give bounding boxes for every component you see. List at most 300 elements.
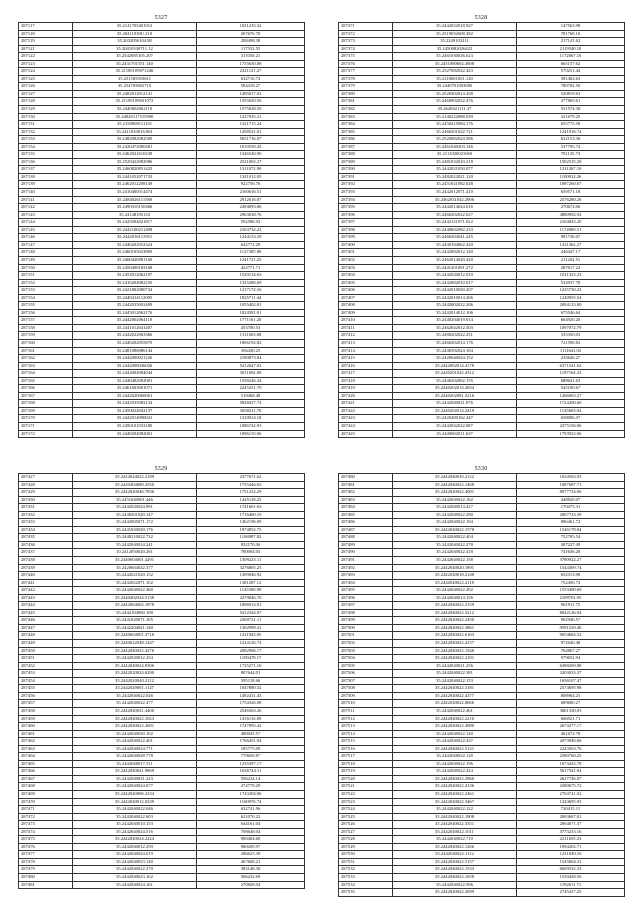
- table-cell: 35.2442040028.778: [73, 753, 197, 761]
- table-cell: 35.2442040012.0239: [73, 798, 197, 806]
- table-cell: 1311003.08: [197, 332, 305, 340]
- table-row: [19, 415, 305, 423]
- table-cell: 211202.51: [517, 256, 625, 264]
- table-cell: 287470: [19, 798, 73, 806]
- table-cell: 287144: [19, 219, 73, 227]
- table-cell: 287392: [339, 181, 393, 189]
- table-cell: 35.2442035082134: [73, 400, 197, 408]
- table-cell: 3780922.27: [517, 557, 625, 565]
- table-cell: 287485: [339, 511, 393, 519]
- table-cell: 35.2442040022.2960: [393, 775, 517, 783]
- table-cell: 35.2411810016.961: [73, 128, 197, 136]
- table-cell: 1793922.06: [517, 430, 625, 438]
- table-row: [339, 370, 625, 378]
- table-cell: 287499: [339, 617, 393, 625]
- table-cell: 287454: [19, 677, 73, 685]
- table-cell: 207676.70: [197, 30, 305, 38]
- table-cell: 287122: [19, 53, 73, 61]
- table-cell: 35.2442204021.140: [73, 624, 197, 632]
- table-row: [19, 249, 305, 257]
- table-cell: 1087260.67: [517, 181, 625, 189]
- table-cell: 217141.62: [517, 38, 625, 46]
- table-cell: 287128: [19, 98, 73, 106]
- table-cell: 287528: [339, 836, 393, 844]
- table-cell: 35.2442004002.1878: [73, 602, 197, 610]
- table-row: [339, 415, 625, 423]
- table-cell: 287397: [339, 219, 393, 227]
- table-row: [19, 489, 305, 497]
- table-cell: 287421: [339, 400, 393, 408]
- table-cell: 35.2440202014.2419: [393, 407, 517, 415]
- table-cell: 287405: [339, 279, 393, 287]
- table-cell: 808964.23: [517, 692, 625, 700]
- table-cell: 35.2460202022.027: [393, 211, 517, 219]
- table-cell: 35.2442040022.437: [393, 738, 517, 746]
- table-cell: 287463: [19, 745, 73, 753]
- table-cell: 287171: [19, 422, 73, 430]
- table-cell: 287508: [339, 685, 393, 693]
- table-row: [19, 557, 305, 565]
- table-cell: 2377671.62: [197, 474, 305, 482]
- table-cell: 287450: [19, 647, 73, 655]
- table-row: [19, 783, 305, 791]
- table-cell: 35.2442040022.3212: [393, 609, 517, 617]
- table-cell: 35.2430104062.420: [393, 241, 517, 249]
- table-cell: 287459: [19, 715, 73, 723]
- table-cell: 287434: [19, 526, 73, 534]
- table-cell: 1346540.90: [197, 151, 305, 159]
- table-row: [339, 647, 625, 655]
- table-cell: 287429: [19, 489, 73, 497]
- table-row: [19, 189, 305, 197]
- table-cell: 287382: [339, 106, 393, 114]
- table-cell: 35.2442022018.927: [393, 23, 517, 31]
- table-cell: 1771161.20: [197, 317, 305, 325]
- table-row: [339, 143, 625, 151]
- table-row: [19, 158, 305, 166]
- table-cell: 35.2442040022.278: [393, 541, 517, 549]
- table-cell: 1416116.89: [197, 715, 305, 723]
- table-cell: 287487: [339, 526, 393, 534]
- table-row: [339, 53, 625, 61]
- table-cell: 35.2442002022.206: [393, 302, 517, 310]
- table-cell: 422771.71: [197, 264, 305, 272]
- table-cell: 35.2460204041.245: [393, 234, 517, 242]
- table-cell: 1546178.04: [517, 526, 625, 534]
- table-cell: 551574.38: [517, 106, 625, 114]
- table-row: [19, 753, 305, 761]
- table-cell: 287430: [19, 496, 73, 504]
- table-cell: 1100012.26: [517, 173, 625, 181]
- table-row: [339, 173, 625, 181]
- table-cell: 2164843.20: [517, 219, 625, 227]
- table-cell: 287520: [339, 775, 393, 783]
- table-cell: 287371: [339, 23, 393, 31]
- table-cell: 35.2450082026422: [393, 45, 517, 53]
- table-cell: 35.2442040022.4276: [73, 647, 197, 655]
- page-quadrant-top-right: [338, 14, 624, 438]
- table-cell: 688641.63: [517, 377, 625, 385]
- table-row: [19, 474, 305, 482]
- table-cell: 382148.30: [197, 866, 305, 874]
- table-cell: 461672.78: [517, 730, 625, 738]
- table-cell: 35.2442040022.418: [393, 549, 517, 557]
- table-cell: 35.2442020040.2112: [73, 677, 197, 685]
- table-row: [19, 670, 305, 678]
- table-cell: 35.2461040203.146: [393, 143, 517, 151]
- table-row: [339, 113, 625, 121]
- table-cell: 665157.62: [517, 60, 625, 68]
- table-cell: 2245251.70: [197, 385, 305, 393]
- table-row: [339, 692, 625, 700]
- data-table: [18, 22, 305, 438]
- table-cell: 287373: [339, 38, 393, 46]
- table-row: [19, 362, 305, 370]
- table-cell: 35.2442040024.241: [73, 541, 197, 549]
- table-cell: 35.2451080602.4908: [393, 60, 517, 68]
- table-row: [19, 407, 305, 415]
- table-row: [19, 106, 305, 114]
- table-row: [339, 158, 625, 166]
- table-cell: 287447: [19, 624, 73, 632]
- table-cell: 287465: [19, 760, 73, 768]
- table-row: [339, 783, 625, 791]
- table-cell: 35.2441020020.176: [73, 526, 197, 534]
- table-cell: 287431: [19, 504, 73, 512]
- table-cell: 287155: [19, 302, 73, 310]
- table-cell: 448820.07: [517, 496, 625, 504]
- table-cell: 1974852.75: [197, 526, 305, 534]
- table-row: [19, 534, 305, 542]
- table-cell: 287384: [339, 121, 393, 129]
- table-cell: 35.254705802710: [73, 83, 197, 91]
- table-row: [19, 279, 305, 287]
- table-row: [339, 249, 625, 257]
- table-cell: 480045.57: [197, 730, 305, 738]
- table-cell: 287432: [19, 511, 73, 519]
- table-row: [19, 685, 305, 693]
- table-cell: 287145: [19, 226, 73, 234]
- table-cell: 287422: [339, 407, 393, 415]
- table-cell: 537795.74: [517, 143, 625, 151]
- table-row: [19, 602, 305, 610]
- table-cell: 287378: [339, 75, 393, 83]
- table-cell: 922756.76: [197, 181, 305, 189]
- table-cell: 287501: [339, 632, 393, 640]
- table-cell: 287514: [339, 730, 393, 738]
- table-cell: 708648.04: [197, 828, 305, 836]
- table-row: [19, 234, 305, 242]
- table-row: [19, 226, 305, 234]
- table-cell: 35.2460201022.721: [393, 128, 517, 136]
- table-row: [19, 481, 305, 489]
- table-cell: 287435: [19, 534, 73, 542]
- table-cell: 35.2520402014.458: [393, 90, 517, 98]
- table-row: [339, 181, 625, 189]
- table-cell: 35.2440604001.3718: [73, 632, 197, 640]
- table-cell: 287517: [339, 753, 393, 761]
- page-quadrant-bottom-left: [18, 465, 304, 889]
- table-row: [19, 219, 305, 227]
- table-cell: 35.2440701003000: [393, 83, 517, 91]
- table-row: [19, 745, 305, 753]
- table-cell: 35.2529422082986: [73, 158, 197, 166]
- table-cell: 35.2440414112005: [73, 294, 197, 302]
- table-row: [19, 738, 305, 746]
- table-cell: 287504: [339, 655, 393, 663]
- table-cell: 35.2442012071.410: [393, 189, 517, 197]
- table-cell: 35.2462012208149: [73, 181, 197, 189]
- table-cell: 35.2442040021.223: [73, 775, 197, 783]
- table-cell: 287136: [19, 158, 73, 166]
- table-cell: 287140: [19, 189, 73, 197]
- table-row: [19, 624, 305, 632]
- table-cell: 287522: [339, 790, 393, 798]
- table-row: [339, 422, 625, 430]
- table-cell: 287164: [19, 370, 73, 378]
- table-row: [339, 264, 625, 272]
- table-row: [19, 790, 305, 798]
- table-cell: 287474: [19, 828, 73, 836]
- table-cell: 287533: [339, 873, 393, 881]
- table-cell: 2546563.26: [197, 707, 305, 715]
- table-row: [339, 211, 625, 219]
- table-row: [339, 813, 625, 821]
- table-cell: 287482: [339, 489, 393, 497]
- table-cell: 287448: [19, 632, 73, 640]
- table-cell: 1174969.51: [517, 226, 625, 234]
- table-cell: 287464: [19, 753, 73, 761]
- table-cell: 287118: [19, 30, 73, 38]
- table-cell: 35.20410330711.12: [73, 45, 197, 53]
- table-row: [339, 241, 625, 249]
- table-row: [19, 519, 305, 527]
- table-cell: 35.2442020012.254: [73, 655, 197, 663]
- table-row: [19, 121, 305, 129]
- table-row: [19, 700, 305, 708]
- table-cell: 35.2527082022.423: [393, 68, 517, 76]
- table-cell: 979652.94: [517, 655, 625, 663]
- table-cell: 287166: [19, 385, 73, 393]
- table-cell: 35.2442020012.010: [393, 272, 517, 280]
- table-cell: 35.2442040022.461: [393, 707, 517, 715]
- table-cell: 2627746.07: [517, 775, 625, 783]
- table-cell: 2094123.00: [517, 302, 625, 310]
- table-cell: 35.2442002012.140: [393, 249, 517, 257]
- table-cell: 35.2482022021.120: [393, 173, 517, 181]
- table-cell: 1747895.42: [197, 723, 305, 731]
- table-cell: 961911.75: [517, 602, 625, 610]
- table-cell: 35.2442040017.511: [73, 760, 197, 768]
- table-cell: 566232.69: [197, 873, 305, 881]
- table-cell: 270828.04: [197, 881, 305, 889]
- table-row: [19, 715, 305, 723]
- table-cell: 1024581.01: [197, 309, 305, 317]
- table-cell: 2073946.66: [517, 738, 625, 746]
- table-row: [339, 324, 625, 332]
- table-cell: 287394: [339, 196, 393, 204]
- table-cell: 35.2421802080734: [73, 287, 197, 295]
- table-cell: 35.2440602082.233: [393, 226, 517, 234]
- table-row: [19, 355, 305, 363]
- table-cell: 35.2032056104.98: [73, 38, 197, 46]
- table-cell: 287488: [339, 534, 393, 542]
- table-row: [19, 707, 305, 715]
- table-cell: 35.2462042012.503: [393, 324, 517, 332]
- table-cell: 35.2442040022.506: [393, 881, 517, 889]
- table-row: [339, 768, 625, 776]
- table-row: [339, 526, 625, 534]
- table-cell: 35.2442040024.8306: [73, 662, 197, 670]
- table-cell: 35.2442040022.1011: [393, 828, 517, 836]
- table-row: [339, 68, 625, 76]
- table-cell: 35.2460202014.176: [393, 339, 517, 347]
- table-row: [19, 579, 305, 587]
- table-row: [19, 526, 305, 534]
- table-row: [339, 496, 625, 504]
- table-row: [339, 481, 625, 489]
- table-cell: 2576280.26: [517, 196, 625, 204]
- table-cell: 35.2111020021060: [393, 151, 517, 159]
- table-cell: 287126: [19, 83, 73, 91]
- table-cell: 35.2442040022.2210: [393, 715, 517, 723]
- table-cell: 35.2442040024.2224: [73, 836, 197, 844]
- table-cell: 287439: [19, 564, 73, 572]
- table-cell: 287500: [339, 624, 393, 632]
- table-row: [19, 136, 305, 144]
- table-cell: 287492: [339, 564, 393, 572]
- table-cell: 35.2442010014.206: [393, 294, 517, 302]
- table-cell: 1755446.63: [197, 481, 305, 489]
- table-cell: 658006.37: [517, 415, 625, 423]
- table-cell: 1445118.25: [197, 496, 305, 504]
- table-cell: 287526: [339, 821, 393, 829]
- table-row: [339, 332, 625, 340]
- table-row: [339, 151, 625, 159]
- table-cell: 1309225.11: [197, 557, 305, 565]
- table-cell: 287377: [339, 68, 393, 76]
- table-row: [19, 392, 305, 400]
- table-cell: 1227035.21: [197, 113, 305, 121]
- table-cell: 900404.60: [197, 836, 305, 844]
- table-row: [19, 23, 305, 31]
- table-row: [339, 564, 625, 572]
- table-cell: 287527: [339, 828, 393, 836]
- table-row: [339, 602, 625, 610]
- table-cell: 35.2442010020.207: [393, 287, 517, 295]
- table-cell: 1825711.44: [197, 294, 305, 302]
- table-cell: 307227.49: [517, 541, 625, 549]
- table-cell: 287380: [339, 90, 393, 98]
- table-cell: 35.2442040021.4400: [73, 707, 197, 715]
- table-cell: 117552.55: [197, 45, 305, 53]
- table-cell: 35.2442040010.2122: [393, 474, 517, 482]
- table-cell: 35.2420472000481: [73, 143, 197, 151]
- table-cell: 35.2440210022.732: [73, 534, 197, 542]
- table-cell: 321679.25: [517, 113, 625, 121]
- table-cell: 1994202.71: [517, 843, 625, 851]
- table-cell: 35.2442040022.2099: [393, 889, 517, 897]
- table-cell: 1240955.54: [517, 294, 625, 302]
- table-cell: 287399: [339, 234, 393, 242]
- table-row: [19, 760, 305, 768]
- table-cell: 35.2452012062107: [73, 272, 197, 280]
- table-row: [19, 768, 305, 776]
- table-cell: 287441: [19, 579, 73, 587]
- table-cell: 35.2442002014.4178: [393, 362, 517, 370]
- table-cell: 287529: [339, 843, 393, 851]
- table-cell: 287152: [19, 279, 73, 287]
- table-cell: 287415: [339, 355, 393, 363]
- table-row: [19, 181, 305, 189]
- table-cell: 35.24920117515990: [73, 113, 197, 121]
- table-row: [339, 430, 625, 438]
- table-row: [19, 662, 305, 670]
- table-row: [339, 881, 625, 889]
- table-cell: 35.2462021610238: [73, 151, 197, 159]
- table-cell: 664920.20: [517, 317, 625, 325]
- table-row: [19, 287, 305, 295]
- table-row: [19, 98, 305, 106]
- table-cell: 35.2451021082.028: [393, 181, 517, 189]
- table-cell: 1111641.02: [517, 347, 625, 355]
- table-cell: 1311072.90: [197, 166, 305, 174]
- table-cell: 287453: [19, 670, 73, 678]
- table-cell: 832170.36: [197, 541, 305, 549]
- table-cell: 287424: [339, 422, 393, 430]
- table-cell: 287440: [19, 572, 73, 580]
- table-cell: 35.2442040022.404: [393, 534, 517, 542]
- table-cell: 287532: [339, 866, 393, 874]
- table-cell: 287479: [19, 866, 73, 874]
- table-cell: 9054684.52: [517, 632, 625, 640]
- table-cell: 287468: [19, 783, 73, 791]
- table-cell: 3011692.00: [197, 370, 305, 378]
- table-cell: 287530: [339, 851, 393, 859]
- table-cell: 621076.22: [197, 813, 305, 821]
- table-cell: 287158: [19, 324, 73, 332]
- table-cell: 287161: [19, 347, 73, 355]
- table-cell: 35.2542085105.207: [73, 53, 197, 61]
- table-cell: 1411362.27: [517, 241, 625, 249]
- table-row: [19, 873, 305, 881]
- table-cell: 652313.98: [517, 572, 625, 580]
- table-cell: 886461.72: [517, 519, 625, 527]
- table-cell: 764867.27: [517, 647, 625, 655]
- table-cell: 287452: [19, 662, 73, 670]
- table-cell: 35.2420404080.2550: [73, 481, 197, 489]
- table-row: [339, 317, 625, 325]
- table-cell: 1529134.63: [197, 272, 305, 280]
- table-cell: 1243695.93: [517, 798, 625, 806]
- table-cell: 35.2442040022.290: [393, 511, 517, 519]
- table-cell: 35.2440502024.104: [393, 347, 517, 355]
- table-cell: 287478: [19, 858, 73, 866]
- table-cell: 2521002.27: [197, 158, 305, 166]
- table-row: [19, 858, 305, 866]
- table-cell: 35.2420201022.4312: [393, 370, 517, 378]
- table-row: [339, 715, 625, 723]
- table-cell: 689600.27: [517, 700, 625, 708]
- table-row: [339, 677, 625, 685]
- table-cell: 35.2442040022.118: [393, 753, 517, 761]
- table-cell: 287133: [19, 136, 73, 144]
- table-row: [339, 489, 625, 497]
- table-cell: 35.2442040021.876: [393, 400, 517, 408]
- table-row: [339, 279, 625, 287]
- table-row: [19, 332, 305, 340]
- table-row: [19, 813, 305, 821]
